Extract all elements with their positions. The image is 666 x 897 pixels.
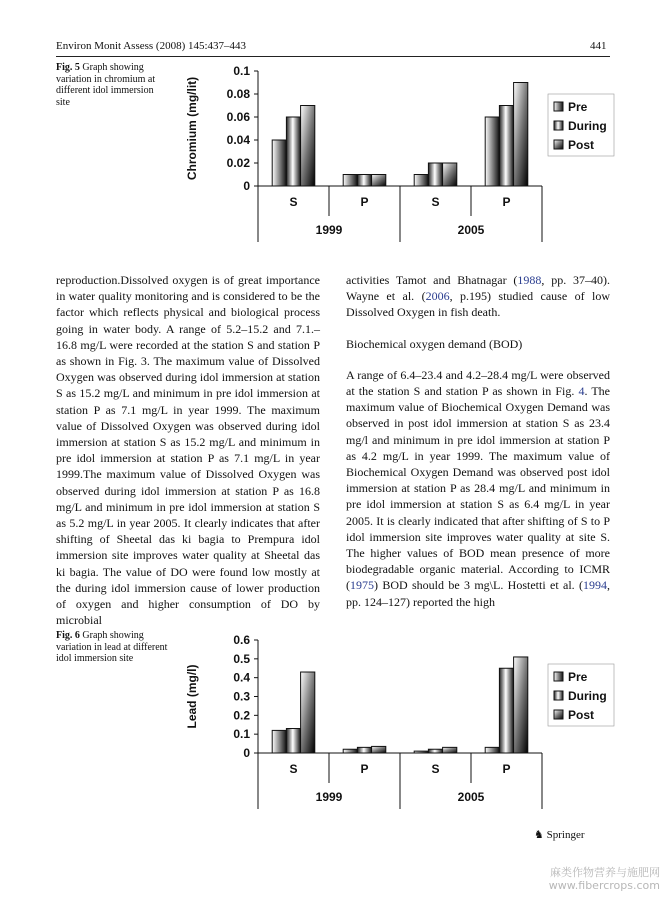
chromium-bar-chart <box>185 58 610 248</box>
x-group-label: 1999 <box>315 223 343 237</box>
y-tick-label: 0.6 <box>233 633 250 647</box>
bar-pre-3 <box>485 747 499 753</box>
bar-post-3 <box>514 83 528 187</box>
figure-5-caption <box>56 62 168 108</box>
y-tick-label: 0.04 <box>226 133 250 147</box>
springer-logo <box>534 828 585 841</box>
legend-label: During <box>568 119 607 133</box>
bar-during-3 <box>499 668 513 753</box>
x-group-label: 1999 <box>315 790 343 804</box>
bar-post-1 <box>372 175 386 187</box>
bar-during-0 <box>286 117 300 186</box>
citation-link[interactable]: 1988 <box>517 273 542 287</box>
y-tick-label: 0.1 <box>233 727 250 742</box>
x-category-label: P <box>360 195 369 209</box>
lead-bar-chart <box>185 628 610 808</box>
legend-label: Pre <box>568 670 588 684</box>
bar-post-0 <box>301 106 315 187</box>
bar-post-3 <box>514 657 528 753</box>
right-paragraph-1: activities Tamot and Bhatnagar (1988, pp. 37–40). Wayne et al. (2006, p.195) studied cause of low Dissolved Oxygen in fish death. <box>346 273 610 320</box>
right-column <box>346 272 610 610</box>
page-number: 441 <box>590 40 607 52</box>
bar-post-0 <box>301 672 315 753</box>
header-rule <box>56 56 610 57</box>
x-category-label: S <box>289 195 298 209</box>
x-category-label: S <box>431 762 440 776</box>
bar-post-1 <box>372 746 386 753</box>
legend-swatch <box>554 672 563 681</box>
x-category-label: P <box>502 195 511 209</box>
bar-pre-2 <box>414 751 428 753</box>
y-tick-label: 0.08 <box>226 87 250 101</box>
citation-link[interactable]: 1994 <box>583 578 607 593</box>
bar-pre-0 <box>272 730 286 753</box>
bar-during-3 <box>499 106 513 187</box>
y-tick-label: 0.2 <box>233 708 250 723</box>
x-category-label: P <box>502 762 511 776</box>
legend-swatch <box>554 710 563 719</box>
bar-during-2 <box>428 749 442 753</box>
legend-label: During <box>568 689 607 703</box>
figure-6-label: Fig. 6 <box>56 630 80 641</box>
publisher-name: Springer <box>546 829 585 841</box>
y-tick-label: 0.4 <box>233 670 250 685</box>
bar-pre-0 <box>272 140 286 186</box>
bar-during-2 <box>428 163 442 186</box>
bar-during-1 <box>357 175 371 187</box>
bar-during-0 <box>286 729 300 753</box>
x-category-label: S <box>431 195 440 209</box>
citation-link[interactable]: 2006 <box>425 289 450 304</box>
legend-swatch <box>554 691 563 700</box>
bar-pre-1 <box>343 749 357 753</box>
figure-6-caption-text: Graph showing variation in lead at different idol immersion site <box>56 630 168 664</box>
y-tick-label: 0 <box>243 179 250 193</box>
running-header: Environ Monit Assess (2008) 145:437–443 <box>56 40 247 52</box>
figure-6-caption <box>56 630 168 665</box>
x-category-label: S <box>289 762 298 776</box>
y-axis-label: Chromium (mg/lit) <box>185 76 199 181</box>
bar-pre-1 <box>343 175 357 187</box>
section-heading-bod: Biochemical oxygen demand (BOD) <box>346 336 523 351</box>
watermark-url: www.fibercrops.com <box>548 879 660 892</box>
legend-swatch <box>554 102 563 111</box>
y-tick-label: 0.5 <box>233 651 250 666</box>
bar-post-2 <box>443 163 457 186</box>
figure-6-chart <box>185 628 610 808</box>
y-axis-label: Lead (mg/l) <box>185 664 199 729</box>
figure-5-chart <box>185 58 610 248</box>
legend-label: Pre <box>568 100 588 114</box>
y-tick-label: 0.02 <box>226 156 250 170</box>
watermark <box>500 866 660 892</box>
legend-swatch <box>554 121 563 130</box>
bar-during-1 <box>357 747 371 753</box>
x-category-label: P <box>360 762 369 776</box>
legend-label: Post <box>568 708 595 722</box>
citation-link[interactable]: 1975 <box>350 578 374 593</box>
right-paragraph-2: A range of 6.4–23.4 and 4.2–28.4 mg/L were observed at the station S and station P as shown in Fig. 4. The maximum value of Biochemical Oxygen Demand was observed in post idol immersion at station S as 23.4 mg/l and minimum in pre idol immersion at station P as 4.2 mg/L in year 1999. The maximum value of Biochemical Oxygen Demand was observed post idol immersion at station P as 28.4 mg/L and minimum in pre idol immersion at station S as 6.4 mg/L in year 2005. It is clearly indicated that after shifting of S to P idol immersion site improves water quality at site S. The higher values of BOD mean presence of more biodegradable organic material. According to ICMR (1975) BOD should be 3 mg\L. Hostetti et al. (1994, pp. 124–127) reported the high <box>346 367 610 609</box>
springer-horse-icon: ♞ <box>534 828 544 841</box>
bar-post-2 <box>443 747 457 753</box>
watermark-cn: 麻类作物营养与施肥网 <box>550 866 660 879</box>
x-group-label: 2005 <box>457 790 485 804</box>
x-group-label: 2005 <box>457 223 485 237</box>
figure-link[interactable]: 4 <box>578 384 585 399</box>
figure-5-caption-text: Graph showing variation in chromium at different idol immersion site <box>56 62 156 108</box>
left-column-paragraph: reproduction.Dissolved oxygen is of great importance in water quality monitoring and is considered to be the factor which reflects physical and biological process going in water body. A range of 5.2–15.2 and 7.1.–16.8 mg/L were recorded at the station S and station P as shown in Fig. 3. The maximum value of Dissolved Oxygen was observed during idol immersion at station S as 15.2 mg/L and minimum in pre idol immersion at station P as 7.1 mg/L in year 1999. The maximum value of Dissolved Oxygen was observed during idol immersion at station S as 15.2 mg/L and minimum in pre idol immersion at station P as 7.1 mg/L in year 1999.The maximum value of Dissolved Oxygen was observed during idol immersion at station P as 16.8 mg/L and minimum in pre idol immersion at station S as 5.2 mg/L in year 2005. It clearly indicates that after shifting of Sheetal das ki bagia to Prempura idol immersion site improves water quality at Sheetal das ki bagia. The value of DO were found low mostly at the during idol immersion cause of lower production of oxygen and higher consumption of DO by microbial <box>56 273 320 628</box>
legend-label: Post <box>568 138 595 152</box>
left-column <box>56 272 320 628</box>
bar-pre-2 <box>414 175 428 187</box>
y-tick-label: 0.1 <box>233 64 250 78</box>
y-tick-label: 0.3 <box>233 689 250 704</box>
legend-swatch <box>554 140 563 149</box>
bar-pre-3 <box>485 117 499 186</box>
y-tick-label: 0.06 <box>226 110 250 124</box>
figure-5-label: Fig. 5 <box>56 62 80 73</box>
y-tick-label: 0 <box>243 746 250 760</box>
